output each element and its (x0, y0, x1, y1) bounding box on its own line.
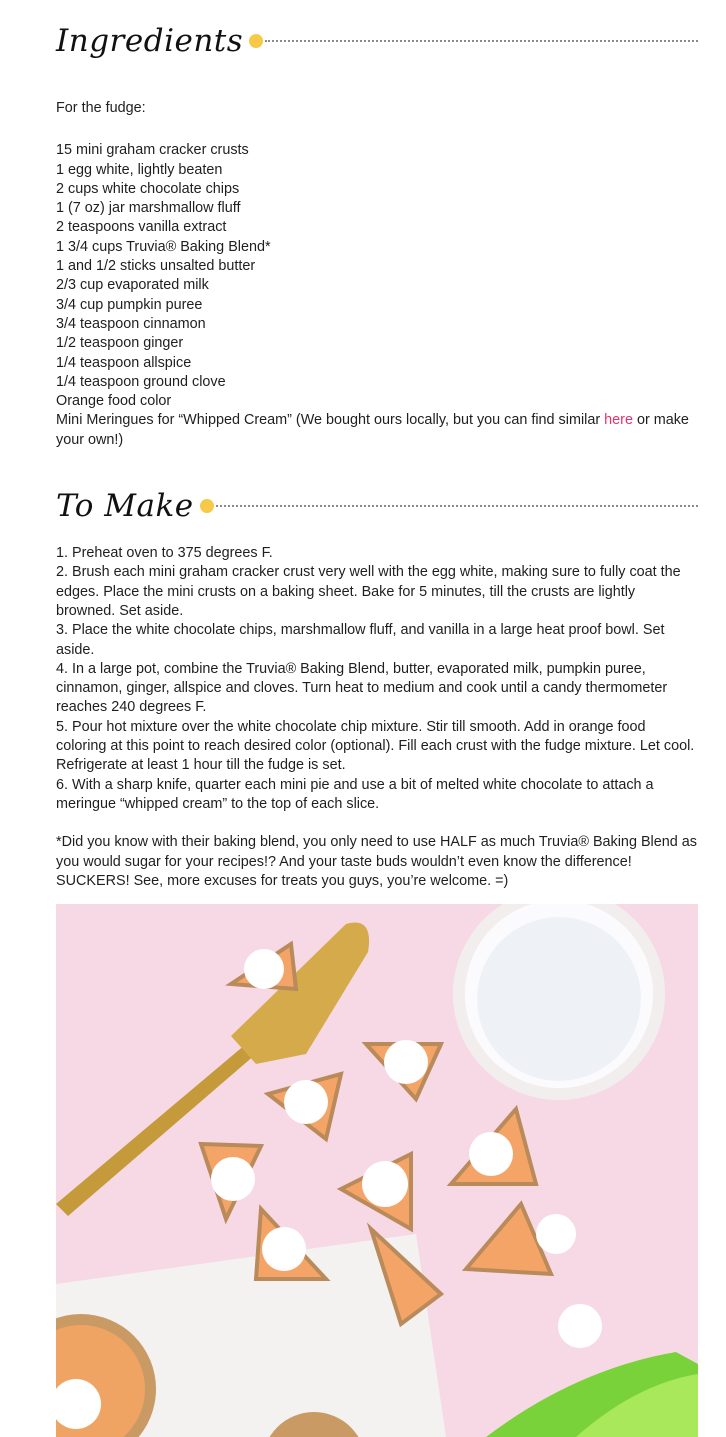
to-make-heading (56, 470, 698, 542)
baking-blend-note: *Did you know with their baking blend, you only need to use HALF as much Truvia® Baking Blend as you would sugar for your recipes!? And your taste buds wouldn’t even know the difference! SUCKERS! See, more excuses for treats you guys, you’re welcome. =) (56, 834, 697, 889)
article-content (56, 0, 698, 891)
instructions-block (56, 544, 698, 891)
ingredients-heading (56, 0, 698, 82)
dotted-divider (265, 40, 698, 42)
meringue-text-end: or make your own!) (56, 412, 689, 448)
meringue (536, 1214, 576, 1254)
ingredients-heading-title: Ingredients (56, 22, 244, 59)
to-make-heading-title: To Make (56, 487, 194, 524)
meringue (558, 1304, 602, 1348)
meringue-link[interactable]: here (604, 412, 633, 429)
ingredient-item: 3/4 teaspoon cinnamon (56, 315, 206, 332)
ingredient-item: 1/4 teaspoon ground clove (56, 373, 226, 390)
instruction-step: 3. Place the white chocolate chips, marshmallow fluff, and vanilla in a large heat proof bowl. Set aside. (56, 622, 665, 658)
fudge-label: For the fudge: (56, 100, 146, 116)
meringue-item (56, 411, 698, 450)
ingredient-item: 2 teaspoons vanilla extract (56, 219, 227, 236)
ingredient-item: 1 (7 oz) jar marshmallow fluff (56, 200, 241, 217)
instruction-step: 1. Preheat oven to 375 degrees F. (56, 545, 273, 562)
heading-dot-icon (249, 34, 263, 48)
heading-dot-icon (200, 499, 214, 513)
ingredient-item: Orange food color (56, 393, 172, 410)
instruction-step: 5. Pour hot mixture over the white chocolate chip mixture. Stir till smooth. Add in orange food coloring at this point to reach desired color (optional). Fill each crust with the fudge mixture. Let cool. Refrigerate at least 1 hour till the fudge is set. (56, 718, 695, 774)
ingredient-item: 3/4 cup pumpkin puree (56, 296, 203, 313)
instruction-step: 4. In a large pot, combine the Truvia® Baking Blend, butter, evaporated milk, pumpkin puree, cinnamon, ginger, allspice and cloves. Turn heat to medium and cook until a candy thermometer reaches 240 degrees F. (56, 660, 668, 716)
ingredients-block (56, 99, 698, 450)
mini-pumpkin-pie-photo (56, 904, 698, 1437)
dotted-divider (216, 505, 698, 507)
ingredient-item: 1/2 teaspoon ginger (56, 335, 184, 352)
ingredient-item: 1/4 teaspoon allspice (56, 354, 192, 371)
ingredient-item: 2/3 cup evaporated milk (56, 277, 209, 294)
meringue-text: Mini Meringues for “Whipped Cream” (We bought ours locally, but you can find similar (56, 412, 605, 429)
instruction-step: 2. Brush each mini graham cracker crust very well with the egg white, making sure to fully coat the edges. Place the mini crusts on a baking sheet. Bake for 5 minutes, till the crusts are lightly browned. Set aside. (56, 564, 681, 619)
photo-illustration (56, 904, 698, 1437)
ingredient-item: 1 3/4 cups Truvia® Baking Blend* (56, 238, 271, 255)
ingredient-item: 1 egg white, lightly beaten (56, 161, 223, 178)
ingredient-item: 15 mini graham cracker crusts (56, 142, 249, 159)
ingredient-list (56, 141, 698, 450)
ingredient-item: 2 cups white chocolate chips (56, 180, 240, 197)
instruction-step: 6. With a sharp knife, quarter each mini pie and use a bit of melted white chocolate to attach a meringue “whipped cream” to the top of each slice. (56, 776, 654, 812)
ingredient-item: 1 and 1/2 sticks unsalted butter (56, 258, 256, 275)
